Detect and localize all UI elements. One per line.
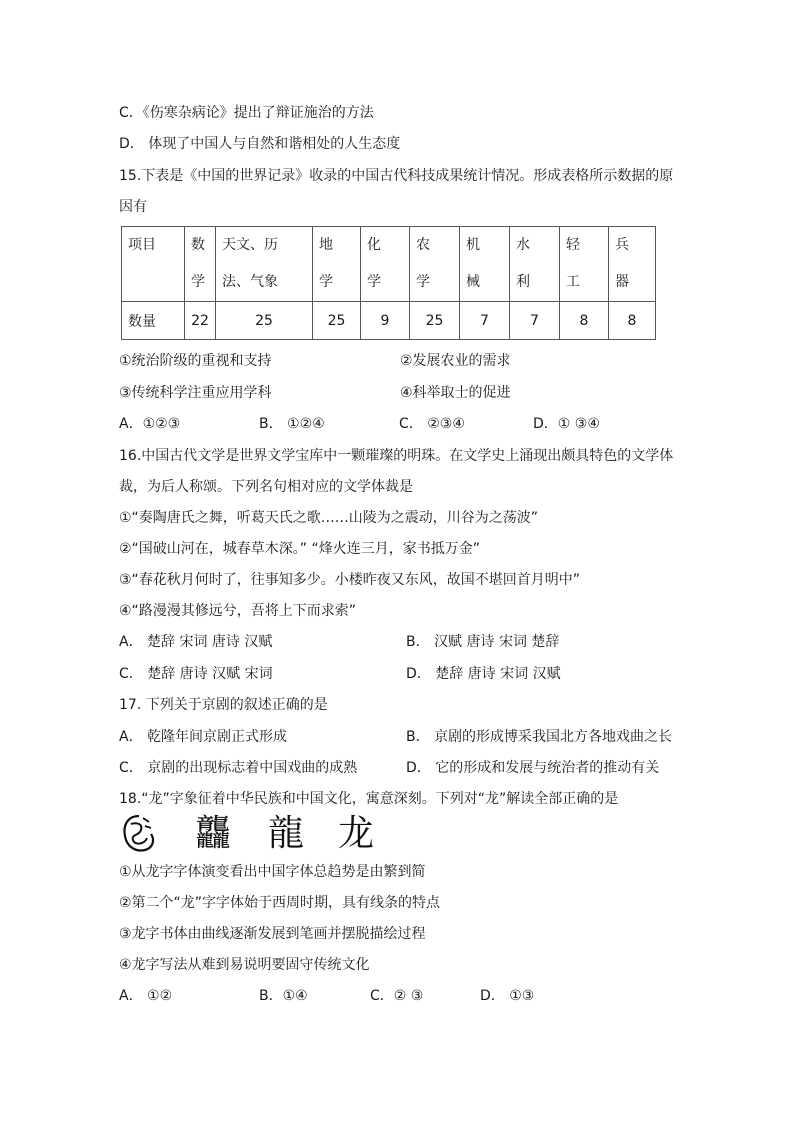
- question-15-item-2: ②发展农业的需求: [400, 353, 511, 369]
- question-15-stem-line2: 因有: [119, 199, 147, 215]
- table-count-chemistry: 9: [361, 302, 410, 340]
- question-15-choice-d: D．① ③④: [533, 416, 600, 432]
- table-count-math: 22: [185, 302, 216, 340]
- question-15-choice-b: B． ①②④: [259, 416, 325, 432]
- question-16-item-3: ③“春花秋月何时了，往事知多少。小楼昨夜又东风，故国不堪回首月明中”: [119, 572, 581, 588]
- table-col-math: 数 学: [185, 227, 216, 302]
- question-16-choice-a: A． 楚辞 宋词 唐诗 汉赋: [119, 634, 273, 650]
- question-18-item-4: ④龙字写法从难到易说明要固守传统文化: [119, 957, 370, 973]
- question-17-choice-c: C． 京剧的出现标志着中国戏曲的成熟: [119, 760, 358, 776]
- table-col-agriculture: 农 学: [410, 227, 460, 302]
- dragon-glyph-simplified: 龙: [338, 813, 375, 854]
- question-18-item-1: ①从龙字字体演变看出中国字体总趋势是由繁到简: [119, 864, 426, 880]
- table-count-light-industry: 8: [560, 302, 609, 340]
- table-col-machinery: 机 械: [460, 227, 510, 302]
- question-14-option-c: C．《伤寒杂病论》提出了辩证施治的方法: [119, 105, 374, 121]
- question-15-item-4: ④科举取士的促进: [400, 385, 511, 401]
- question-17-stem: 17. 下列关于京剧的叙述正确的是: [119, 697, 328, 713]
- table-col-irrigation: 水 利: [510, 227, 560, 302]
- table-count-astronomy: 25: [216, 302, 313, 340]
- question-18-choice-d: D． ①③: [480, 988, 535, 1004]
- question-18-choice-c: C．② ③: [370, 988, 424, 1004]
- table-count-weapons: 8: [609, 302, 656, 340]
- question-17-choice-a: A． 乾隆年间京剧正式形成: [119, 729, 288, 745]
- question-18-choice-b: B．①④: [259, 988, 308, 1004]
- question-16-choice-c: C． 楚辞 唐诗 汉赋 宋词: [119, 666, 273, 682]
- question-15-item-3: ③传统科学注重应用学科: [119, 385, 272, 401]
- table-col-geography: 地 学: [313, 227, 361, 302]
- question-16-item-2: ②“国破山河在，城春草木深。” “烽火连三月，家书抵万金”: [119, 541, 481, 557]
- table-count-irrigation: 7: [510, 302, 560, 340]
- table-count-machinery: 7: [460, 302, 510, 340]
- question-15-item-1: ①统治阶级的重视和支持: [119, 353, 272, 369]
- question-15-choice-a: A．①②③: [119, 416, 181, 432]
- table-col-chemistry: 化 学: [361, 227, 410, 302]
- question-16-item-4: ④“路漫漫其修远兮，吾将上下而求索”: [119, 603, 357, 619]
- question-18-choice-a: A． ①②: [119, 988, 173, 1004]
- question-16-item-1: ①“奏陶唐氏之舞，听葛天氏之歌……山陵为之震动，川谷为之荡波”: [119, 510, 539, 526]
- table-col-weapons: 兵 器: [609, 227, 656, 302]
- table-count-agriculture: 25: [410, 302, 460, 340]
- question-15-stem-line1: 15.下表是《中国的世界记录》收录的中国古代科技成果统计情况。形成表格所示数据的原: [119, 168, 674, 184]
- question-16-choice-d: D． 楚辞 唐诗 宋词 汉赋: [406, 666, 561, 682]
- table-col-light-industry: 轻 工: [560, 227, 609, 302]
- question-16-stem-line2: 裁，为后人称颂。下列名句相对应的文学体裁是: [119, 479, 413, 495]
- question-18-item-3: ③龙字书体由曲线逐渐发展到笔画并摆脱描绘过程: [119, 926, 426, 942]
- question-18-stem: 18.“龙”字象征着中华民族和中国文化，寓意深刻。下列对“龙”解读全部正确的是: [119, 791, 619, 807]
- question-16-choice-b: B． 汉赋 唐诗 宋词 楚辞: [406, 634, 560, 650]
- question-17-choice-b: B． 京剧的形成博采我国北方各地戏曲之长: [406, 729, 673, 745]
- dragon-glyph-traditional: 龍: [268, 813, 305, 854]
- question-14-option-d: D． 体现了中国人与自然和谐相处的人生态度: [119, 136, 401, 152]
- dragon-glyph-seal-script: 龘: [195, 813, 232, 854]
- question-17-choice-d: D． 它的形成和发展与统治者的推动有关: [406, 760, 660, 776]
- dragon-seal-glyph-icon: [119, 812, 159, 856]
- question-18-item-2: ②第二个“龙”字字体始于西周时期，具有线条的特点: [119, 895, 441, 911]
- question-15-choice-c: C． ②③④: [399, 416, 465, 432]
- science-achievements-table: [121, 226, 656, 340]
- table-count-geography: 25: [313, 302, 361, 340]
- table-header-label: 项目: [122, 227, 185, 302]
- question-16-stem-line1: 16.中国古代文学是世界文学宝库中一颗璀璨的明珠。在文学史上涌现出颇具特色的文学体: [119, 448, 674, 464]
- table-count-label: 数量: [122, 302, 185, 340]
- table-col-astronomy: 天文、历 法、气象: [216, 227, 313, 302]
